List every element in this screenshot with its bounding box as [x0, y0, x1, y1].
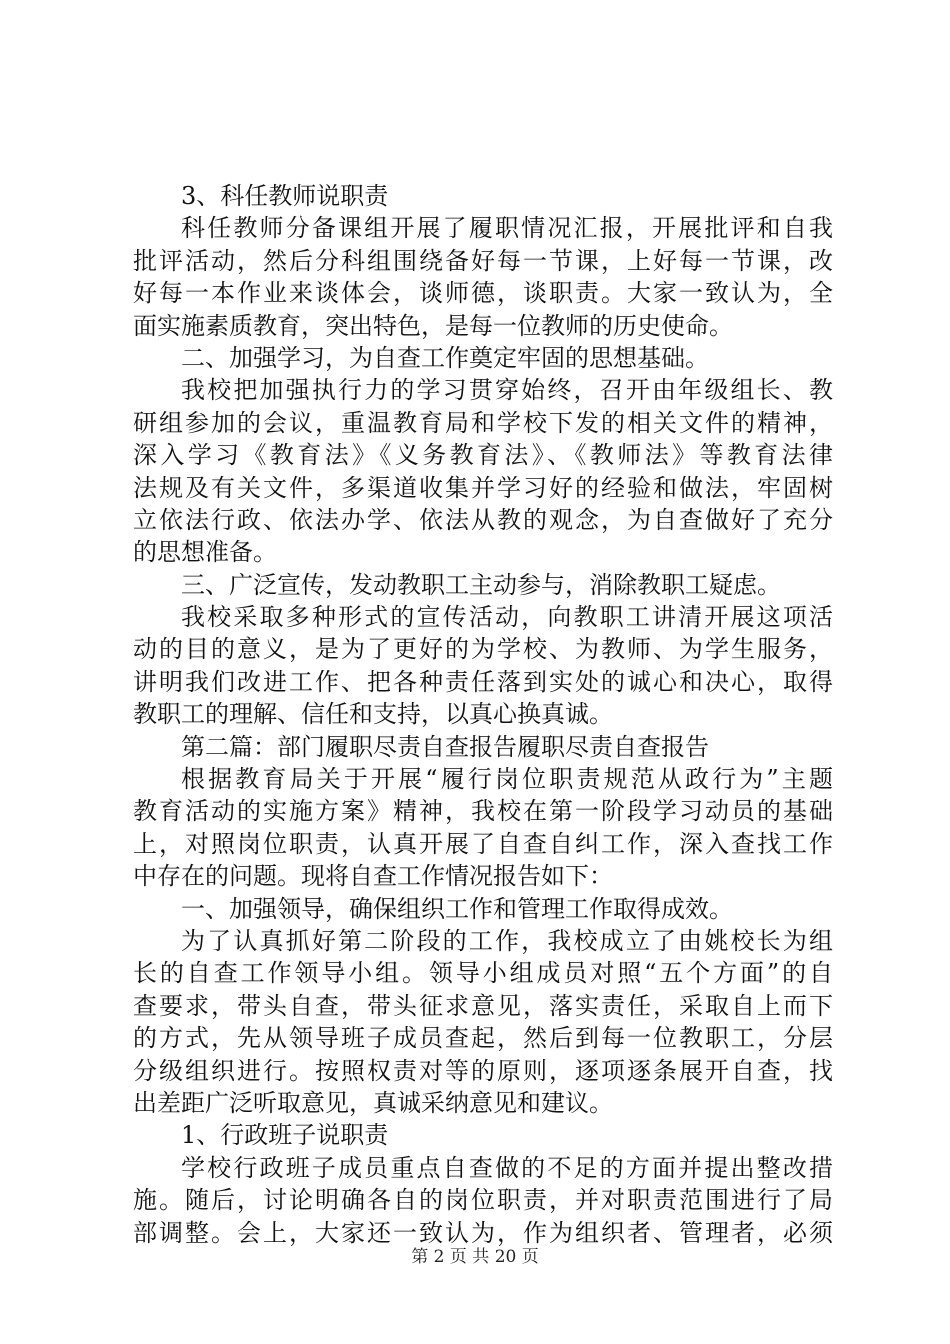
text-line: 深入学习《教育法》《义务教育法》、《教师法》等教育法律	[133, 441, 833, 470]
text-line: 批评活动，然后分科组围绕备好每一节课，上好每一节课，改	[133, 246, 833, 275]
text-line: 动的目的意义，是为了更好的为学校、为教师、为学生服务，	[133, 635, 833, 664]
text-line: 我校把加强执行力的学习贯穿始终，召开由年级组长、教	[181, 376, 833, 405]
text-line: 为了认真抓好第二阶段的工作，我校成立了由姚校长为组	[181, 926, 833, 955]
text-line: 3、科任教师说职责	[181, 182, 389, 210]
text-line: 科任教师分备课组开展了履职情况汇报，开展批评和自我	[181, 214, 833, 243]
text-line: 部调整。会上，大家还一致认为，作为组织者、管理者，必须	[133, 1218, 833, 1247]
text-line: 教育活动的实施方案》精神，我校在第一阶段学习动员的基础	[133, 797, 833, 826]
text-line: 教职工的理解、信任和支持，以真心换真诚。	[133, 700, 613, 729]
text-line: 查要求，带头自查，带头征求意见，落实责任，采取自上而下	[133, 991, 833, 1020]
text-line: 研组参加的会议，重温教育局和学校下发的相关文件的精神，	[133, 408, 833, 437]
text-line: 中存在的问题。现将自查工作情况报告如下：	[133, 862, 613, 891]
text-line: 上，对照岗位职责，认真开展了自查自纠工作，深入查找工作	[133, 829, 833, 858]
text-line: 讲明我们改进工作、把各种责任落到实处的诚心和决心，取得	[133, 667, 833, 696]
text-line: 法规及有关文件，多渠道收集并学习好的经验和做法，牢固树	[133, 473, 833, 502]
text-line: 二、加强学习，为自查工作奠定牢固的思想基础。	[181, 343, 709, 372]
text-line: 出差距广泛听取意见，真诚采纳意见和建议。	[133, 1088, 613, 1117]
text-line: 1、行政班子说职责	[181, 1121, 389, 1150]
document-body	[133, 180, 833, 1249]
text-line: 施。随后，讨论明确各自的岗位职责，并对职责范围进行了局	[133, 1186, 833, 1215]
text-line: 立依法行政、依法办学、依法从教的观念，为自查做好了充分	[133, 505, 833, 534]
text-line: 学校行政班子成员重点自查做的不足的方面并提出整改措	[181, 1153, 833, 1182]
text-line: 三、广泛宣传，发动教职工主动参与，消除教职工疑虑。	[181, 570, 781, 599]
text-line: 的方式，先从领导班子成员查起，然后到每一位教职工，分层	[133, 1024, 833, 1053]
text-line: 分级组织进行。按照权责对等的原则，逐项逐条展开自查，找	[133, 1056, 833, 1085]
text-line: 长的自查工作领导小组。领导小组成员对照“五个方面”的自	[133, 959, 833, 988]
text-line: 第二篇：部门履职尽责自查报告履职尽责自查报告	[181, 732, 709, 761]
text-line: 好每一本作业来谈体会，谈师德，谈职责。大家一致认为，全	[133, 279, 833, 308]
text-line: 一、加强领导，确保组织工作和管理工作取得成效。	[181, 894, 733, 923]
text-line: 面实施素质教育，突出特色，是每一位教师的历史使命。	[133, 311, 733, 340]
page-footer: 第 2 页 共 20 页	[411, 1247, 539, 1267]
text-line: 我校采取多种形式的宣传活动，向教职工讲清开展这项活	[181, 603, 833, 632]
text-line: 的思想准备。	[133, 538, 277, 567]
text-line: 根据教育局关于开展“履行岗位职责规范从政行为”主题	[181, 765, 833, 794]
